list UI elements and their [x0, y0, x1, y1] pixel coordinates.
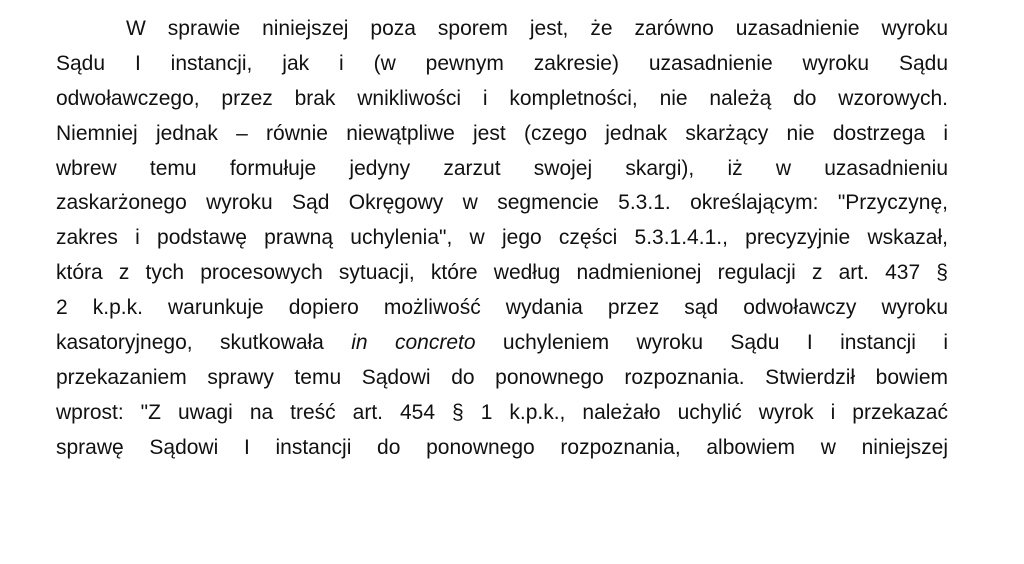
text-line-7: zakres i podstawę prawną uchylenia", w jego części 5.3.1.4.1., precyzyjnie wskazał,	[56, 226, 948, 250]
document-paragraph	[56, 12, 948, 466]
italic-phrase: in concreto	[351, 331, 476, 355]
text-segment-before: kasatoryjnego, skutkowała	[56, 331, 324, 355]
text-line-2: Sądu I instancji, jak i (w pewnym zakresie) uzasadnienie wyroku Sądu	[56, 51, 948, 75]
text-line-3: odwoławczego, przez brak wnikliwości i kompletności, nie należą do wzorowych.	[56, 86, 948, 110]
text-line-13: sprawę Sądowi I instancji do ponownego rozpoznania, albowiem w niniejszej	[56, 435, 948, 459]
text-line-11: przekazaniem sprawy temu Sądowi do ponownego rozpoznania. Stwierdził bowiem	[56, 365, 948, 389]
text-line-6: zaskarżonego wyroku Sąd Okręgowy w segmencie 5.3.1. określającym: "Przyczynę,	[56, 191, 948, 215]
text-line-8: która z tych procesowych sytuacji, które według nadmienionej regulacji z art. 437 §	[56, 261, 948, 285]
text-line-5: wbrew temu formułuje jedyny zarzut swojej skargi), iż w uzasadnieniu	[56, 156, 948, 180]
text-line-12: wprost: "Z uwagi na treść art. 454 § 1 k.p.k., należało uchylić wyrok i przekazać	[56, 400, 948, 424]
text-line-4: Niemniej jednak – równie niewątpliwe jest (czego jednak skarżący nie dostrzega i	[56, 121, 948, 145]
text-line-10	[56, 326, 948, 361]
text-line-9: 2 k.p.k. warunkuje dopiero możliwość wydania przez sąd odwoławczy wyroku	[56, 296, 948, 320]
text-segment-after: uchyleniem wyroku Sądu I instancji i	[502, 331, 948, 355]
text-line-1: W sprawie niniejszej poza sporem jest, że zarówno uzasadnienie wyroku	[126, 17, 948, 40]
